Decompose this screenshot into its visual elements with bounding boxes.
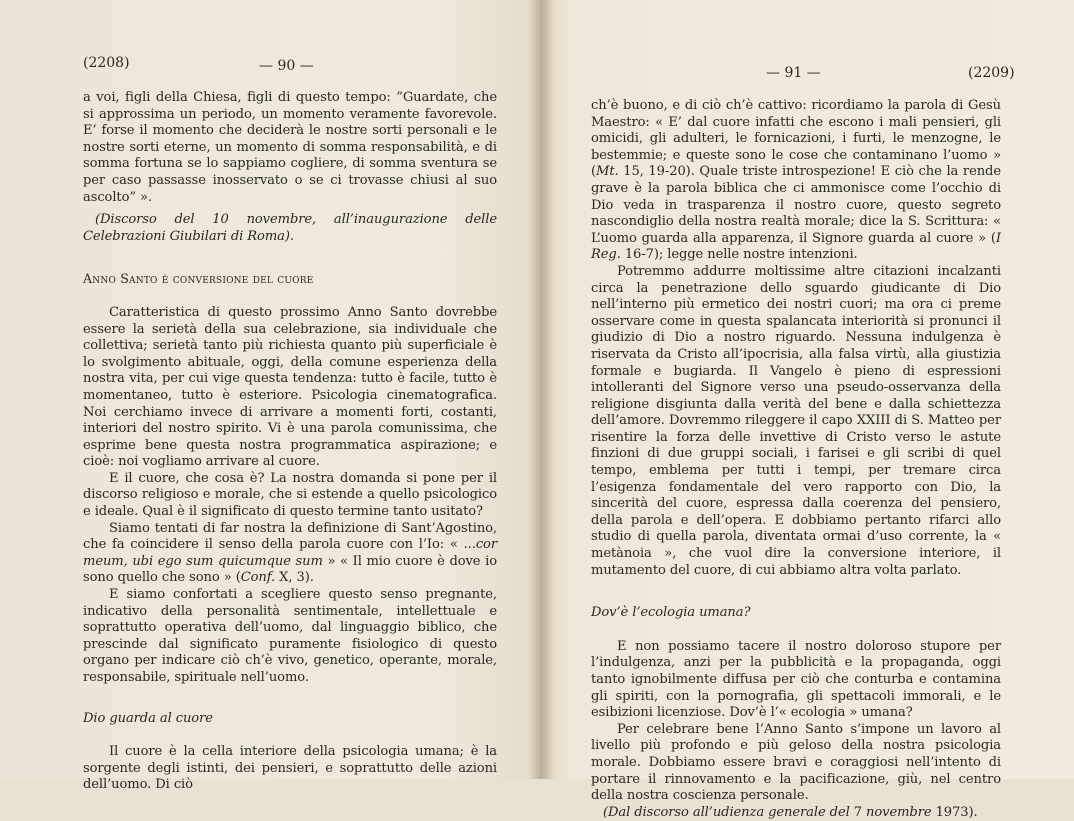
- left-text-column: [83, 90, 497, 794]
- section-title-anno-santo: Anno Santo è conversione del cuore: [83, 271, 314, 287]
- left-source-note: (Discorso del 10 novembre, all’inaugurazione delle Celebrazioni Giubilari di Roma).: [83, 212, 497, 244]
- left-paragraph-3: E il cuore, che cosa è? La nostra domanda si pone per il discorso religioso e morale, che si estende a quello psicologico e ideale. Qual è il significato di questo termine tanto usitato?: [83, 470, 497, 520]
- left-page-number: — 90 —: [259, 58, 314, 74]
- right-page-number: — 91 —: [766, 65, 821, 81]
- left-header-code: (2208): [83, 55, 130, 71]
- left-page: [0, 0, 540, 793]
- left-paragraph-4: Siamo tentati di far nostra la definizione di Sant’Agostino, che fa coincidere il senso della parola cuore con l’Io: « ...cor meum, ubi ego sum quicumque sum » « Il mio cuore è dove io sono quello che sono » (Conf. X, 3).: [83, 520, 497, 586]
- right-paragraph-4: Per celebrare bene l’Anno Santo s’impone un lavoro al livello più profondo e più geloso della nostra psicologia morale. Dobbiamo essere bravi e coraggiosi nell’intento di portare il rinnovamento e la pacificazione, giù, nel centro della nostra coscienza personale.: [591, 721, 1001, 804]
- right-paragraph-2: Potremmo addurre moltissime altre citazioni incalzanti circa la penetrazione dello sguardo giudicante di Dio nell’interno più ermetico dei nostri cuori; ma ora ci preme osservare come in questa spalancata interiorità si pronunci il giudizio di Dio a nostro riguardo. Nessuna indulgenza è riservata da Cristo all’ipocrisia, alla falsa virtù, alla giustizia formale e bugiarda. Il Vangelo è pieno di espressioni intolleranti del Signore verso una pseudo-osservanza della religione disgiunta dalla verità del bene e dalla schiettezza dell’amore. Dovremmo rileggere il capo XXIII di S. Matteo per risentire la forza delle invettive di Cristo verso le astute finzioni di due gruppi sociali, i farisei e gli scribi di quel tempo, emblema per tutti i tempi, per tremare circa l’esigenza fondamentale del vero rapporto con Dio, la sincerità del cuore, espressa dalla coerenza del pensiero, della parola e dell’opera. E dobbiamo pertanto rifarci allo studio di quella parola, diventata ormai d’uso corrente, la « metànoia », che vuol dire la conversione interiore, il mutamento del cuore, di cui abbiamo altra volta parlato.: [591, 263, 1001, 578]
- right-page: [540, 0, 1074, 820]
- right-source-note: (Dal discorso all’udienza generale del 7 novembre 1973).: [603, 804, 978, 820]
- section-title-ecologia: Dov’è l’ecologia umana?: [591, 605, 751, 621]
- left-paragraph-2: Caratteristica di questo prossimo Anno Santo dovrebbe essere la serietà della sua celebrazione, sia individuale che collettiva; serietà tanto più richiesta quanto più superficiale è lo svolgimento abituale, oggi, della comune esperienza della nostra vita, per cui vige questa tendenza: tutto è facile, tutto è momentaneo, tutto è esteriore. Psicologia cinematografica. Noi cerchiamo invece di arrivare a momenti forti, costanti, interiori del nostro spirito. Vi è una parola comunissima, che esprime bene questa nostra programmatica aspirazione; e cioè: noi vogliamo arrivare al cuore.: [83, 304, 497, 470]
- section-title-dio-guarda: Dio guarda al cuore: [83, 710, 213, 726]
- right-text-column: [591, 98, 1001, 821]
- left-paragraph-6: Il cuore è la cella interiore della psicologia umana; è la sorgente degli istinti, dei pensieri, e soprattutto delle azioni dell’uomo. Di ciò: [83, 744, 497, 793]
- right-paragraph-1: ch’è buono, e di ciò ch’è cattivo: ricordiamo la parola di Gesù Maestro: « E’ dal cuore infatti che escono i mali pensieri, gli omicidi, gli adulteri, le fornicazioni, i furti, le menzogne, le bestemmie; e queste sono le cose che contaminano l’uomo » (Mt. 15, 19-20). Quale triste introspezione! E ciò che la rende grave è la parola biblica che ci ammonisce come l’occhio di Dio veda in trasparenza il nostro cuore, questo segreto nascondiglio della nostra realtà morale; dice la S. Scrittura: « L’uomo guarda alla apparenza, il Signore guarda al cuore » (I Reg. 16-7); legge nelle nostre intenzioni.: [591, 98, 1001, 263]
- book-gutter: [528, 0, 554, 779]
- right-header-code: (2209): [968, 65, 1015, 81]
- left-paragraph-1: a voi, figli della Chiesa, figli di questo tempo: ”Guardate, che si approssima un periodo, un momento veramente favorevole. E’ forse il momento che deciderà le nostre sorti personali e le nostre sorti eterne, un momento di somma responsabilità, e di somma fortuna se lo sappiamo cogliere, di somma sventura se per caso passasse inosservato o se ci trovasse chiusi al suo ascolto” ».: [83, 90, 497, 205]
- right-paragraph-3: E non possiamo tacere il nostro doloroso stupore per l’indulgenza, anzi per la pubblicità e la propaganda, oggi tanto ignobilmente diffusa per ciò che conturba e contamina gli spiriti, con la pornografia, gli spettacoli immorali, e le esibizioni licenziose. Dov’è l’« ecologia » umana?: [591, 638, 1001, 721]
- left-paragraph-5: E siamo confortati a scegliere questo senso pregnante, indicativo della personalità sentimentale, intellettuale e soprattutto operativa dell’uomo, dal linguaggio biblico, che prescinde dal significato puramente fisiologico di questo organo per indicare ciò ch’è vivo, genetico, operante, morale, responsabile, spirituale nell’uomo.: [83, 587, 497, 685]
